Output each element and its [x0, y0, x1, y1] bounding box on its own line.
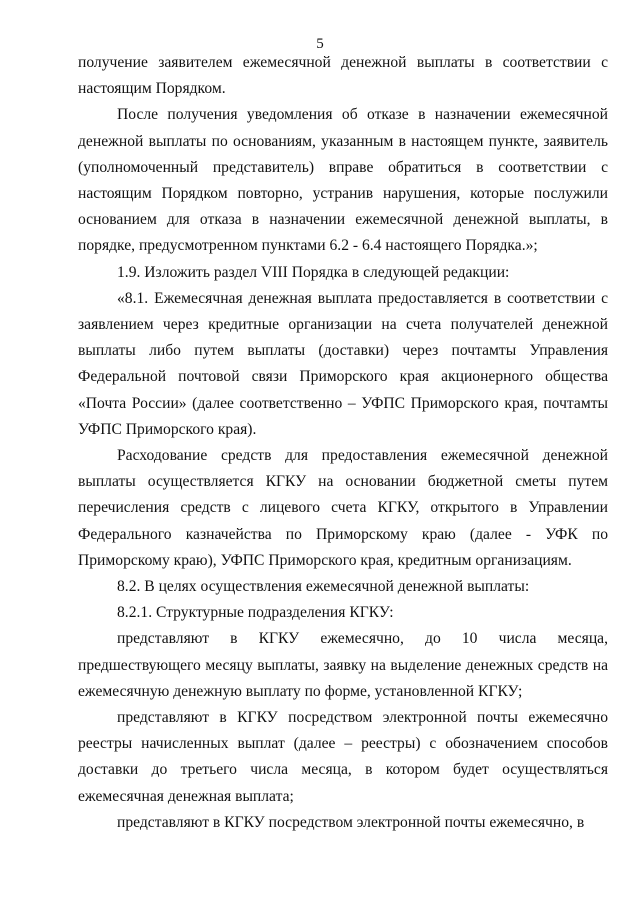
- paragraph-7: 8.2.1. Структурные подразделения КГКУ:: [117, 604, 394, 622]
- paragraph-3: 1.9. Изложить раздел VIII Порядка в следующей редакции:: [117, 263, 510, 281]
- paragraph-9: представляют в КГКУ посредством электронной почты ежемесячно реестры начисленных выплат (далее – реестры) с обозначением способов доставки до третьего числа месяца, в котором будет осуществляться ежемесячная денежная выплата;: [78, 709, 608, 805]
- paragraph-2: После получения уведомления об отказе в назначении ежемесячной денежной выплаты по основаниям, указанным в настоящем пункте, заявитель (уполномоченный представитель) вправе обратиться в соответствии с настоящим Порядком повторно, устранив нарушения, которые послужили основанием для отказа в назначении ежемесячной денежной выплаты, в порядке, предусмотренном пунктами 6.2 - 6.4 настоящего Порядка.»;: [78, 106, 608, 255]
- paragraph-1: получение заявителем ежемесячной денежной выплаты в соответствии с настоящим Порядком.: [78, 54, 608, 98]
- paragraph-6: 8.2. В целях осуществления ежемесячной денежной выплаты:: [117, 578, 530, 596]
- page-number: 5: [316, 36, 324, 52]
- paragraph-8: представляют в КГКУ ежемесячно, до 10 числа месяца, предшествующего месяцу выплаты, заявку на выделение денежных средств на ежемесячную денежную выплату по форме, установленной КГКУ;: [78, 630, 608, 700]
- paragraph-4: «8.1. Ежемесячная денежная выплата предоставляется в соответствии с заявлением через кредитные организации на счета получателей денежной выплаты либо путем выплаты (доставки) через почтамты Управления Федеральной почтовой связи Приморского края акционерного общества «Почта России» (далее соответственно – УФПС Приморского края, почтамты УФПС Приморского края).: [78, 289, 608, 438]
- paragraph-5: Расходование средств для предоставления ежемесячной денежной выплаты осуществляется КГКУ на основании бюджетной сметы путем перечисления средств с лицевого счета КГКУ, открытого в Управлении Федерального казначейства по Приморскому краю (далее - УФК по Приморскому краю), УФПС Приморского края, кредитным организациям.: [78, 447, 608, 569]
- document-body: [78, 50, 608, 836]
- paragraph-10: представляют в КГКУ посредством электронной почты ежемесячно, в: [117, 813, 585, 831]
